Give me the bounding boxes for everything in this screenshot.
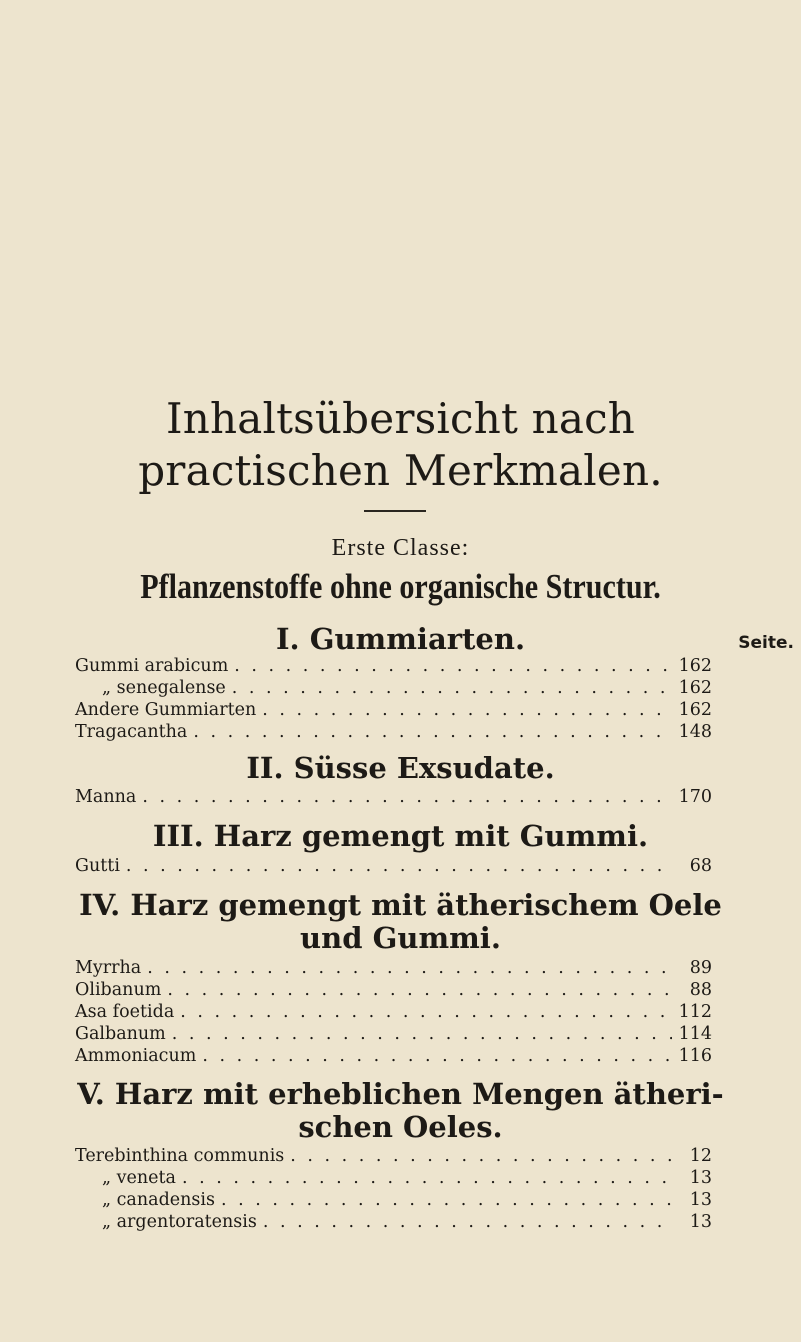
page-title: Inhaltsübersicht nach practischen Merkmalen. <box>138 394 663 495</box>
entry-name: Galbanum <box>75 1024 166 1044</box>
entry-page: 12 <box>689 1146 712 1166</box>
dot-leader <box>290 1145 672 1167</box>
toc-entry <box>75 1145 712 1167</box>
entry-page: 114 <box>678 1024 712 1044</box>
entry-name: Olibanum <box>75 980 162 1000</box>
entry-page: 112 <box>678 1002 712 1022</box>
entry-name: Terebinthina communis <box>75 1146 285 1166</box>
entry-name: „ veneta <box>102 1168 176 1188</box>
entry-name: Gummi arabicum <box>75 656 229 676</box>
dot-leader <box>182 1167 672 1189</box>
section-heading-3: III. Harz gemengt mit Gummi. <box>152 819 649 853</box>
dot-leader <box>221 1189 672 1211</box>
entry-name: Gutti <box>75 856 120 876</box>
class-subtitle: Pflanzenstoffe ohne organische Structur. <box>140 567 661 606</box>
toc-entry <box>75 786 712 808</box>
toc-entry <box>75 979 712 1001</box>
class-label: Erste Classe: <box>331 535 470 561</box>
toc-entry <box>75 1189 712 1211</box>
entry-name: „ senegalense <box>102 678 226 698</box>
entry-name: Manna <box>75 787 137 807</box>
section-heading-2: II. Süsse Exsudate. <box>246 751 555 785</box>
page-column-label: Seite. <box>738 633 794 653</box>
dot-leader <box>234 655 672 677</box>
entry-page: 162 <box>678 700 712 720</box>
toc-entry <box>75 655 712 677</box>
title-divider <box>364 510 426 512</box>
dot-leader <box>202 1045 672 1067</box>
toc-entry <box>75 1023 712 1045</box>
entry-page: 148 <box>678 722 712 742</box>
entry-page: 13 <box>689 1168 712 1188</box>
entry-page: 13 <box>689 1212 712 1232</box>
dot-leader <box>263 1211 672 1233</box>
entry-page: 68 <box>689 856 712 876</box>
dot-leader <box>232 677 672 699</box>
toc-entry <box>75 1045 712 1067</box>
entry-page: 88 <box>689 980 712 1000</box>
dot-leader <box>262 699 672 721</box>
dot-leader <box>147 957 672 979</box>
entry-page: 89 <box>689 958 712 978</box>
toc-entry <box>75 957 712 979</box>
entry-page: 162 <box>678 656 712 676</box>
entry-name: Ammoniacum <box>75 1046 197 1066</box>
entry-page: 170 <box>678 787 712 807</box>
entry-page: 162 <box>678 678 712 698</box>
toc-entry <box>75 855 712 877</box>
dot-leader <box>180 1001 672 1023</box>
section-heading-1: I. Gummiarten. <box>275 622 526 656</box>
entry-name: Andere Gummiarten <box>75 700 257 720</box>
toc-entry <box>75 1001 712 1023</box>
entry-name: Myrrha <box>75 958 142 978</box>
entry-name: Tragacantha <box>75 722 188 742</box>
section-heading-5: V. Harz mit erheblichen Mengen ätheri- <box>77 1077 724 1111</box>
toc-entry <box>75 1167 712 1189</box>
toc-entry <box>75 677 712 699</box>
dot-leader <box>193 721 672 743</box>
entry-name: Asa foetida <box>75 1002 175 1022</box>
toc-entry <box>75 721 712 743</box>
section-heading-5-continued: schen Oeles. <box>298 1110 503 1144</box>
dot-leader <box>167 979 672 1001</box>
toc-entry <box>75 699 712 721</box>
entry-name: „ argentoratensis <box>102 1212 257 1232</box>
entry-page: 116 <box>678 1046 712 1066</box>
dot-leader <box>126 855 672 877</box>
toc-entry <box>75 1211 712 1233</box>
entry-name: „ canadensis <box>102 1190 215 1210</box>
dot-leader <box>172 1023 672 1045</box>
entry-page: 13 <box>689 1190 712 1210</box>
section-heading-4: IV. Harz gemengt mit ätherischem Oele <box>79 888 722 922</box>
section-heading-4-continued: und Gummi. <box>300 921 501 955</box>
dot-leader <box>142 786 672 808</box>
